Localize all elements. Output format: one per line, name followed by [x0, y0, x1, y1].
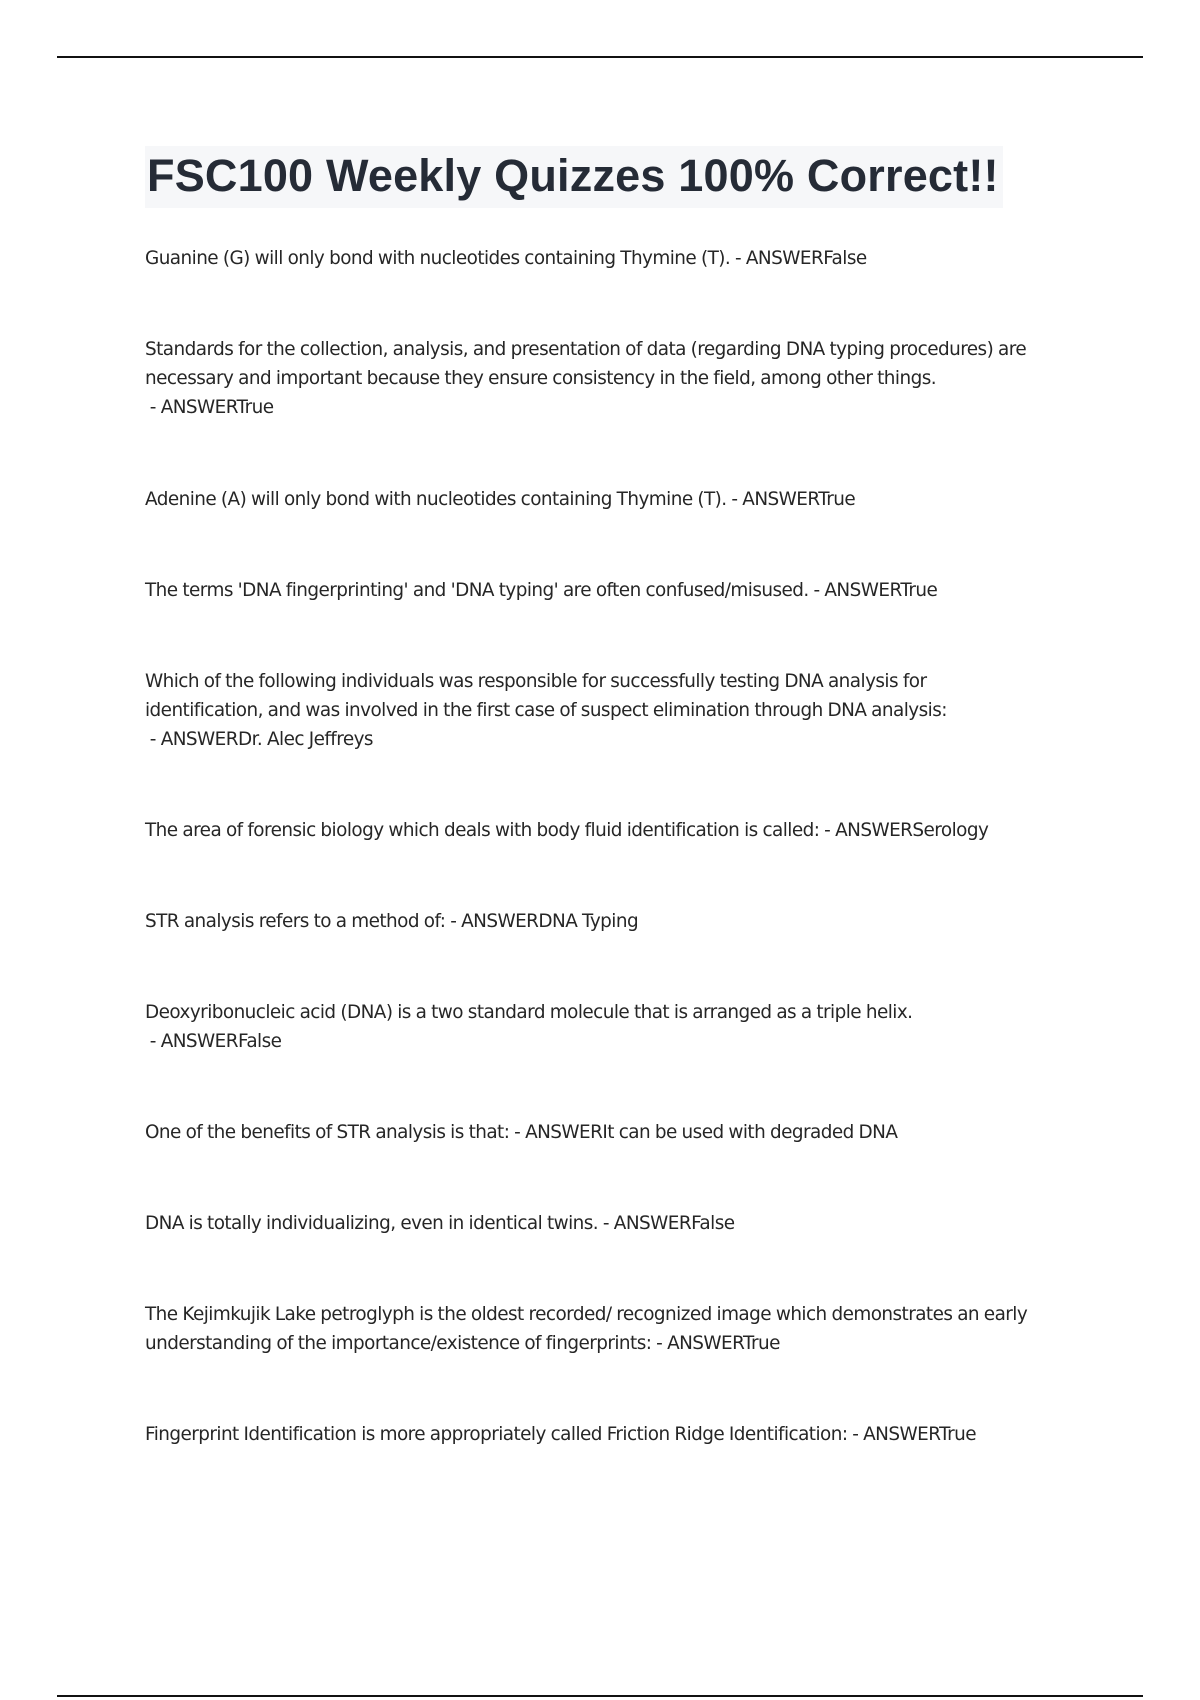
answer-text: True — [939, 1424, 976, 1445]
answer-label: ANSWER — [835, 820, 913, 841]
answer-separator: - — [445, 911, 462, 932]
answer-separator: - — [808, 580, 825, 601]
qa-item-1 — [145, 244, 1045, 273]
answer-separator: - — [819, 820, 836, 841]
question-text: Guanine (G) will only bond with nucleotides containing Thymine (T). — [145, 248, 731, 269]
qa-item-4 — [145, 576, 1045, 605]
top-rule — [57, 56, 1143, 58]
answer-label: ANSWER — [525, 1122, 603, 1143]
answer-label: ANSWER — [745, 248, 824, 269]
answer-label: ANSWER — [160, 729, 238, 750]
question-text: One of the benefits of STR analysis is that: — [145, 1122, 510, 1143]
answer-separator: - — [847, 1424, 864, 1445]
question-text: Which of the following individuals was responsible for successfully testing DNA analysis for identification, and was involved in the first case of suspect elimination through DNA analysis: — [145, 671, 947, 721]
answer-text: DNA Typing — [538, 911, 639, 932]
question-text: The Kejimkujik Lake petroglyph is the oldest recorded/ recognized image which demonstrates an early understanding of the importance/existence of fingerprints: — [145, 1304, 1028, 1354]
answer-label: ANSWER — [160, 1031, 238, 1052]
qa-item-9 — [145, 1118, 1045, 1147]
answer-text: Serology — [912, 820, 989, 841]
answer-label: ANSWER — [742, 489, 819, 510]
answer-text: False — [823, 248, 867, 269]
answer-text: It can be used with degraded DNA — [602, 1122, 898, 1143]
answer-separator: - — [730, 248, 746, 269]
answer-text: False — [237, 1031, 282, 1052]
answer-separator: - — [598, 1213, 614, 1234]
question-text: STR analysis refers to a method of: — [145, 911, 446, 932]
answer-text: False — [691, 1213, 735, 1234]
qa-item-8 — [145, 998, 1045, 1056]
qa-item-3 — [145, 485, 1045, 514]
answer-text: True — [818, 489, 856, 510]
answer-text: True — [900, 580, 938, 601]
qa-item-2 — [145, 335, 1045, 422]
answer-text: Dr. Alec Jeffreys — [237, 729, 373, 750]
answer-label: ANSWER — [667, 1333, 744, 1354]
qa-item-7 — [145, 907, 1045, 936]
qa-item-12 — [145, 1420, 1045, 1449]
question-text: Fingerprint Identification is more appropriately called Friction Ridge Identification: — [145, 1424, 848, 1445]
question-text: DNA is totally individualizing, even in identical twins. — [145, 1213, 599, 1234]
question-text: The area of forensic biology which deals with body fluid identification is called: — [145, 820, 820, 841]
answer-separator: - — [145, 1031, 161, 1052]
answer-separator: - — [145, 397, 161, 418]
answer-label: ANSWER — [613, 1213, 692, 1234]
answer-text: True — [236, 397, 274, 418]
qa-item-10 — [145, 1209, 1045, 1238]
qa-item-6 — [145, 816, 1045, 845]
qa-item-11 — [145, 1300, 1045, 1358]
answer-separator: - — [145, 729, 161, 750]
answer-separator: - — [726, 489, 743, 510]
answer-separator: - — [509, 1122, 526, 1143]
answer-label: ANSWER — [863, 1424, 940, 1445]
answer-text: True — [743, 1333, 780, 1354]
bottom-rule — [57, 1695, 1143, 1697]
question-text: Standards for the collection, analysis, and presentation of data (regarding DNA typing procedures) are necessary and important because they ensure consistency in the field, among other things. — [145, 339, 1027, 389]
answer-label: ANSWER — [824, 580, 901, 601]
qa-item-5 — [145, 667, 1045, 754]
question-text: Deoxyribonucleic acid (DNA) is a two standard molecule that is arranged as a triple helix. — [145, 1002, 913, 1023]
answer-label: ANSWER — [461, 911, 539, 932]
answer-label: ANSWER — [160, 397, 237, 418]
question-text: Adenine (A) will only bond with nucleotides containing Thymine (T). — [145, 489, 727, 510]
page-title: FSC100 Weekly Quizzes 100% Correct!! — [145, 146, 1003, 208]
answer-separator: - — [651, 1333, 668, 1354]
question-text: The terms 'DNA fingerprinting' and 'DNA typing' are often confused/misused. — [145, 580, 809, 601]
